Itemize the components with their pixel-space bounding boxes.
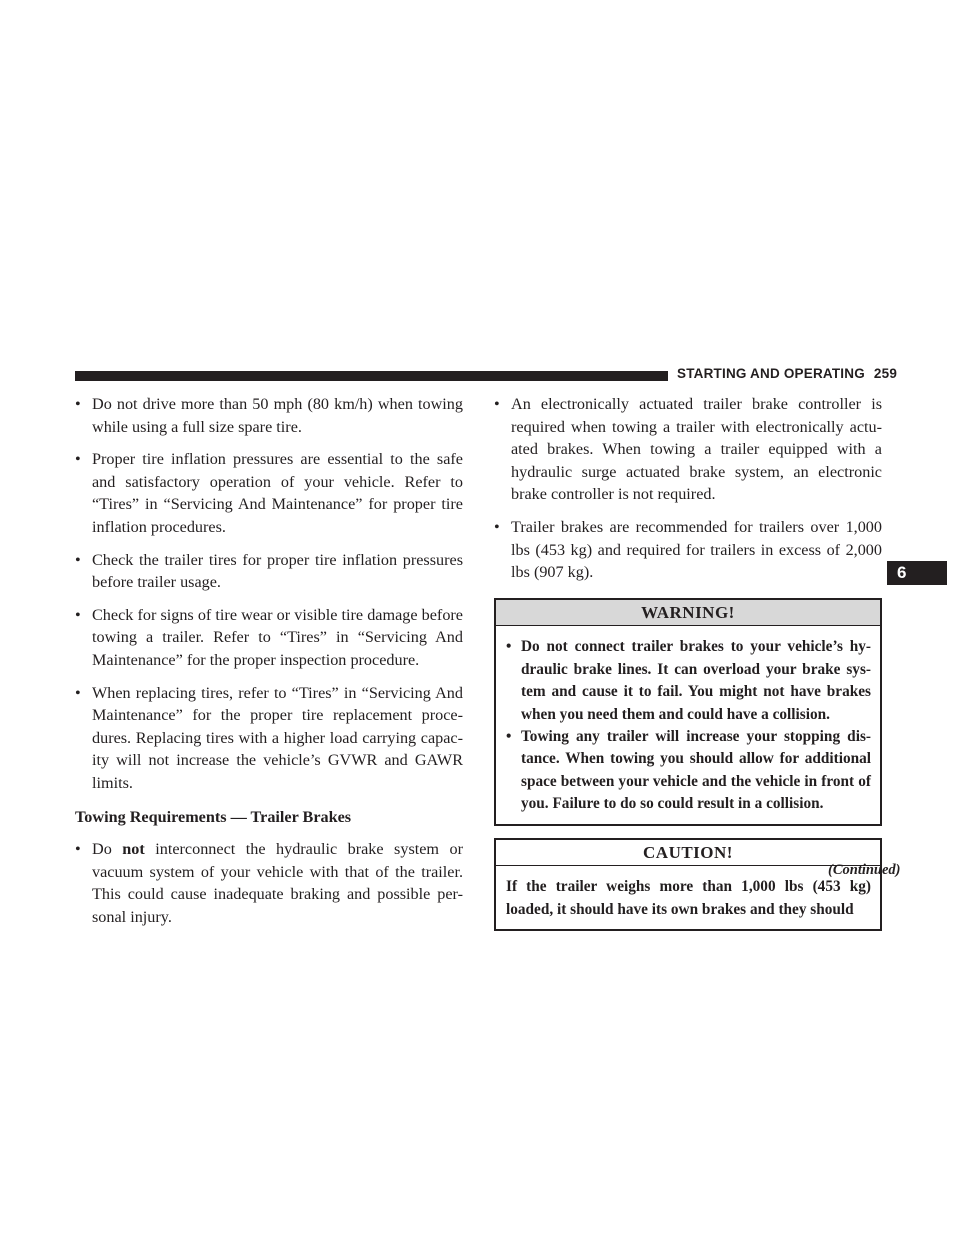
- caution-box: [494, 838, 882, 931]
- caution-title: CAUTION!: [496, 840, 880, 867]
- warning-box: [494, 598, 882, 826]
- header-rule: [75, 371, 668, 381]
- bullet-glyph: •: [494, 395, 500, 413]
- bullet-glyph: •: [506, 638, 512, 656]
- section-title: STARTING AND OPERATING: [677, 366, 865, 381]
- section-subheading: Towing Requirements — Trailer Brakes: [75, 807, 352, 826]
- chapter-tab: 6: [887, 561, 947, 585]
- list-item: • An electronically actuated trailer brake controller is required when towing a trailer with electronically actu-ated brakes. When towing a trailer equipped with a hydraulic surge actuated brake system, an electronic brake controller is not required.: [494, 395, 882, 504]
- bullet-glyph: •: [494, 517, 500, 536]
- running-header: [677, 366, 897, 381]
- list-item: • Towing any trailer will increase your stopping dis-tance. When towing you should allow for additional space between your vehicle and the vehicle in front of you. Failure to do so could result in a collision.: [506, 727, 871, 813]
- bullet-glyph: •: [75, 683, 81, 702]
- bullet-glyph: •: [75, 450, 81, 469]
- bullet-glyph: •: [75, 395, 81, 413]
- right-column: [494, 393, 882, 931]
- list-item: • Proper tire inflation pressures are essential to the safe and satisfactory operation of your vehicle. Refer to “Tires” in “Servicing And Maintenance” for proper tire inflation procedures.: [75, 450, 463, 536]
- warning-title: WARNING!: [496, 600, 880, 627]
- list-item: • Do not drive more than 50 mph (80 km/h) when towing while using a full size spare tire.: [75, 395, 463, 436]
- list-item: • Do not interconnect the hydraulic brake system or vacuum system of your vehicle with that of the trailer. This could cause inadequate braking and possible per-sonal injury.: [75, 840, 463, 926]
- bullet-glyph: •: [75, 840, 81, 859]
- list-item: • Check for signs of tire wear or visible tire damage before towing a trailer. Refer to “Tires” in “Servicing And Maintenance” for the proper inspection procedure.: [75, 605, 463, 669]
- bullet-glyph: •: [75, 605, 81, 624]
- caution-text: If the trailer weighs more than 1,000 lbs (453 kg) loaded, it should have its own brakes and they should: [506, 878, 871, 918]
- caution-body: [496, 866, 880, 929]
- left-column: [75, 393, 463, 938]
- warning-body: [496, 626, 880, 823]
- page-number: 259: [873, 366, 898, 381]
- list-item: • Do not connect trailer brakes to your vehicle’s hy-draulic brake lines. It can overload your brake sys-tem and cause it to fail. You might not have brakes when you need them and could have a collision.: [506, 638, 871, 723]
- continued-label: (Continued): [828, 862, 901, 878]
- bullet-glyph: •: [75, 550, 81, 569]
- list-item: • Check the trailer tires for proper tire inflation pressures before trailer usage.: [75, 550, 463, 592]
- emphasis-text: not: [122, 840, 145, 859]
- bullet-glyph: •: [506, 727, 512, 745]
- list-item: • Trailer brakes are recommended for trailers over 1,000 lbs (453 kg) and required for trailers in excess of 2,000 lbs (907 kg).: [494, 517, 882, 582]
- list-item: • When replacing tires, refer to “Tires” in “Servicing And Maintenance” for the proper tire replacement proce-dures. Replacing tires with a higher load carrying capac-ity will not increase the vehicle’s GVWR and GAWR limits.: [75, 683, 463, 792]
